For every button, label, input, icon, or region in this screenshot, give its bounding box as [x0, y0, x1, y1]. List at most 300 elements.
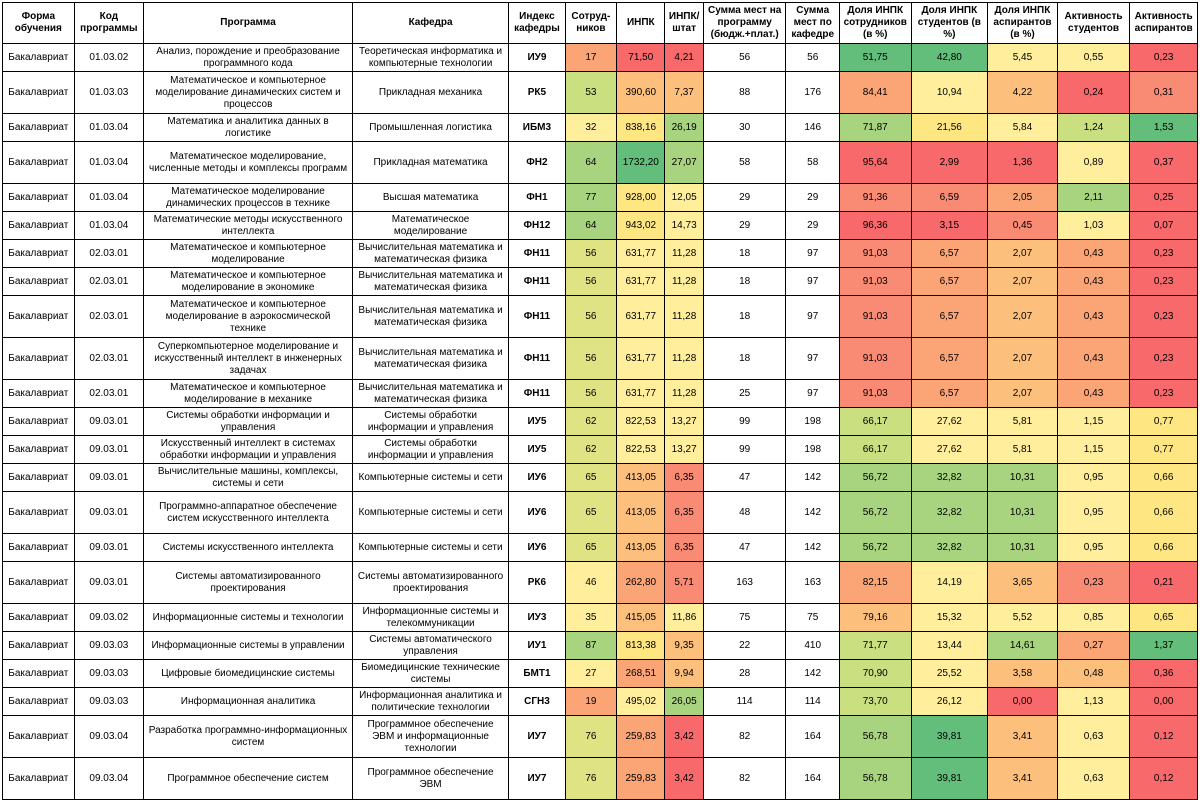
table-cell: 0,89	[1057, 142, 1130, 184]
table-cell: РК5	[509, 72, 565, 114]
table-cell: 27,62	[911, 408, 988, 436]
table-cell: 2,07	[988, 380, 1058, 408]
table-cell: 0,95	[1057, 534, 1130, 562]
table-cell: Вычислительная математика и математическая физика	[352, 296, 508, 338]
table-cell: 09.03.01	[74, 492, 144, 534]
table-cell: ФН11	[509, 338, 565, 380]
table-cell: 0,24	[1057, 72, 1130, 114]
table-row	[3, 114, 1198, 142]
table-cell: 88	[703, 72, 786, 114]
table-cell: 11,28	[665, 338, 703, 380]
table-cell: ФН11	[509, 240, 565, 268]
table-cell: Бакалавриат	[3, 688, 75, 716]
table-cell: 0,43	[1057, 338, 1130, 380]
table-cell: Искусственный интеллект в системах обработки информации и управления	[144, 436, 353, 464]
table-cell: 631,77	[617, 338, 665, 380]
table-cell: 11,28	[665, 296, 703, 338]
table-cell: 51,75	[839, 44, 911, 72]
table-cell: 5,84	[988, 114, 1058, 142]
table-cell: 29	[703, 184, 786, 212]
table-cell: Системы автоматического управления	[352, 632, 508, 660]
table-cell: 47	[703, 464, 786, 492]
table-cell: Бакалавриат	[3, 296, 75, 338]
table-cell: 53	[565, 72, 616, 114]
table-cell: 163	[786, 562, 839, 604]
table-cell: 146	[786, 114, 839, 142]
table-cell: Прикладная математика	[352, 142, 508, 184]
table-cell: 58	[786, 142, 839, 184]
table-cell: 91,03	[839, 296, 911, 338]
table-cell: 0,66	[1130, 464, 1198, 492]
table-cell: 0,77	[1130, 408, 1198, 436]
table-cell: ИУ3	[509, 604, 565, 632]
table-cell: 413,05	[617, 534, 665, 562]
table-cell: 1,13	[1057, 688, 1130, 716]
table-cell: Бакалавриат	[3, 716, 75, 758]
header-cell: Код программы	[74, 3, 144, 44]
table-row	[3, 534, 1198, 562]
table-cell: 56	[565, 338, 616, 380]
table-cell: Прикладная механика	[352, 72, 508, 114]
table-cell: 2,99	[911, 142, 988, 184]
table-cell: Системы обработки информации и управления	[144, 408, 353, 436]
table-cell: 27	[565, 660, 616, 688]
table-cell: 5,71	[665, 562, 703, 604]
table-cell: ФН2	[509, 142, 565, 184]
table-cell: 259,83	[617, 716, 665, 758]
table-cell: Программное обеспечение ЭВМ и информационные технологии	[352, 716, 508, 758]
table-cell: Бакалавриат	[3, 604, 75, 632]
table-cell: 11,28	[665, 268, 703, 296]
table-cell: Математическое и компьютерное моделирование динамических систем и процессов	[144, 72, 353, 114]
table-cell: 0,95	[1057, 464, 1130, 492]
table-cell: 13,27	[665, 436, 703, 464]
table-cell: Системы автоматизированного проектирования	[352, 562, 508, 604]
table-cell: 1732,20	[617, 142, 665, 184]
table-cell: 0,37	[1130, 142, 1198, 184]
table-cell: 3,15	[911, 212, 988, 240]
table-cell: 0,36	[1130, 660, 1198, 688]
table-cell: 6,35	[665, 534, 703, 562]
table-cell: ИУ1	[509, 632, 565, 660]
table-cell: ФН11	[509, 296, 565, 338]
table-cell: 91,03	[839, 240, 911, 268]
table-cell: 14,19	[911, 562, 988, 604]
table-cell: Бакалавриат	[3, 240, 75, 268]
table-cell: Разработка программно-информационных систем	[144, 716, 353, 758]
table-cell: ИУ5	[509, 436, 565, 464]
table-cell: 813,38	[617, 632, 665, 660]
table-cell: 6,57	[911, 268, 988, 296]
table-row	[3, 296, 1198, 338]
table-cell: 1,15	[1057, 408, 1130, 436]
table-cell: 1,37	[1130, 632, 1198, 660]
table-row	[3, 408, 1198, 436]
table-cell: ФН11	[509, 268, 565, 296]
table-cell: 1,24	[1057, 114, 1130, 142]
table-cell: 01.03.03	[74, 72, 144, 114]
table-cell: 28	[703, 660, 786, 688]
header-row	[3, 3, 1198, 44]
table-cell: 19	[565, 688, 616, 716]
table-cell: БМТ1	[509, 660, 565, 688]
table-cell: 39,81	[911, 758, 988, 800]
table-cell: 268,51	[617, 660, 665, 688]
table-cell: 631,77	[617, 380, 665, 408]
table-cell: Математическое моделирование, численные методы и комплексы программ	[144, 142, 353, 184]
data-table	[2, 2, 1198, 800]
table-cell: 56,78	[839, 758, 911, 800]
table-cell: 198	[786, 408, 839, 436]
table-cell: 21,56	[911, 114, 988, 142]
table-cell: 2,07	[988, 268, 1058, 296]
table-cell: 6,57	[911, 296, 988, 338]
table-cell: 62	[565, 408, 616, 436]
table-row	[3, 660, 1198, 688]
table-cell: 0,95	[1057, 492, 1130, 534]
table-cell: 01.03.04	[74, 212, 144, 240]
table-cell: 17	[565, 44, 616, 72]
table-cell: 3,41	[988, 716, 1058, 758]
table-cell: 09.03.03	[74, 632, 144, 660]
table-cell: 64	[565, 142, 616, 184]
table-cell: 5,52	[988, 604, 1058, 632]
table-row	[3, 716, 1198, 758]
table-cell: ИУ6	[509, 464, 565, 492]
table-cell: 410	[786, 632, 839, 660]
table-cell: 27,62	[911, 436, 988, 464]
table-cell: 71,77	[839, 632, 911, 660]
table-cell: 0,43	[1057, 240, 1130, 268]
table-cell: 10,31	[988, 534, 1058, 562]
table-cell: 70,90	[839, 660, 911, 688]
table-cell: Математические методы искусственного интеллекта	[144, 212, 353, 240]
header-cell: Программа	[144, 3, 353, 44]
table-cell: ИУ7	[509, 758, 565, 800]
table-cell: 82,15	[839, 562, 911, 604]
table-cell: 32,82	[911, 534, 988, 562]
table-cell: 97	[786, 268, 839, 296]
table-cell: 09.03.01	[74, 408, 144, 436]
table-cell: Компьютерные системы и сети	[352, 534, 508, 562]
table-cell: 10,94	[911, 72, 988, 114]
table-cell: 0,23	[1130, 296, 1198, 338]
table-cell: 0,48	[1057, 660, 1130, 688]
table-cell: Вычислительная математика и математическая физика	[352, 338, 508, 380]
table-cell: 0,85	[1057, 604, 1130, 632]
table-cell: 09.03.03	[74, 660, 144, 688]
table-cell: 25,52	[911, 660, 988, 688]
table-cell: 01.03.04	[74, 142, 144, 184]
table-cell: Информационная аналитика и политические технологии	[352, 688, 508, 716]
table-cell: 65	[565, 534, 616, 562]
table-cell: Бакалавриат	[3, 534, 75, 562]
table-cell: 01.03.04	[74, 114, 144, 142]
table-cell: Компьютерные системы и сети	[352, 464, 508, 492]
table-cell: 58	[703, 142, 786, 184]
table-cell: 95,64	[839, 142, 911, 184]
table-cell: Промышленная логистика	[352, 114, 508, 142]
table-cell: 15,32	[911, 604, 988, 632]
table-cell: Бакалавриат	[3, 380, 75, 408]
table-cell: 18	[703, 240, 786, 268]
table-cell: 0,66	[1130, 492, 1198, 534]
header-cell: ИНПК	[617, 3, 665, 44]
table-cell: 0,23	[1057, 562, 1130, 604]
table-cell: 09.03.03	[74, 688, 144, 716]
table-cell: 2,07	[988, 338, 1058, 380]
table-cell: Бакалавриат	[3, 758, 75, 800]
table-cell: 0,43	[1057, 296, 1130, 338]
table-cell: 262,80	[617, 562, 665, 604]
table-cell: Вычислительные машины, комплексы, системы и сети	[144, 464, 353, 492]
header-cell: Форма обучения	[3, 3, 75, 44]
table-cell: 13,44	[911, 632, 988, 660]
table-cell: 0,12	[1130, 716, 1198, 758]
table-cell: 3,58	[988, 660, 1058, 688]
table-cell: Бакалавриат	[3, 142, 75, 184]
table-cell: Математическое и компьютерное моделирование	[144, 240, 353, 268]
table-row	[3, 268, 1198, 296]
table-cell: 3,41	[988, 758, 1058, 800]
header-cell: ИНПК/ штат	[665, 3, 703, 44]
header-cell: Активность студентов	[1057, 3, 1130, 44]
table-cell: 32	[565, 114, 616, 142]
table-cell: 3,65	[988, 562, 1058, 604]
table-cell: 0,12	[1130, 758, 1198, 800]
table-cell: 7,37	[665, 72, 703, 114]
table-cell: Математическое и компьютерное моделирование в экономике	[144, 268, 353, 296]
table-cell: 56,72	[839, 492, 911, 534]
table-cell: 4,22	[988, 72, 1058, 114]
table-cell: Программно-аппаратное обеспечение систем искусственного интеллекта	[144, 492, 353, 534]
table-row	[3, 604, 1198, 632]
table-cell: 0,07	[1130, 212, 1198, 240]
table-cell: Бакалавриат	[3, 660, 75, 688]
table-cell: Биомедицинские технические системы	[352, 660, 508, 688]
header-cell: Индекс кафедры	[509, 3, 565, 44]
table-cell: 164	[786, 716, 839, 758]
table-cell: 01.03.02	[74, 44, 144, 72]
table-row	[3, 380, 1198, 408]
table-cell: 6,35	[665, 492, 703, 534]
table-cell: 09.03.02	[74, 604, 144, 632]
table-cell: 77	[565, 184, 616, 212]
table-cell: Вычислительная математика и математическая физика	[352, 380, 508, 408]
table-cell: Математическое и компьютерное моделирование в аэрокосмической технике	[144, 296, 353, 338]
table-cell: Бакалавриат	[3, 632, 75, 660]
table-cell: Бакалавриат	[3, 72, 75, 114]
table-cell: 114	[786, 688, 839, 716]
table-cell: 42,80	[911, 44, 988, 72]
table-cell: 97	[786, 296, 839, 338]
table-row	[3, 758, 1198, 800]
table-cell: 1,36	[988, 142, 1058, 184]
table-cell: 631,77	[617, 240, 665, 268]
table-cell: Бакалавриат	[3, 436, 75, 464]
table-cell: 3,42	[665, 758, 703, 800]
table-cell: 0,23	[1130, 44, 1198, 72]
table-cell: Бакалавриат	[3, 212, 75, 240]
table-cell: 66,17	[839, 408, 911, 436]
table-cell: 02.03.01	[74, 268, 144, 296]
table-cell: 48	[703, 492, 786, 534]
table-cell: 5,81	[988, 408, 1058, 436]
table-cell: Программное обеспечение ЭВМ	[352, 758, 508, 800]
table-cell: Информационные системы и технологии	[144, 604, 353, 632]
table-cell: 2,07	[988, 240, 1058, 268]
table-cell: 0,43	[1057, 268, 1130, 296]
table-cell: 87	[565, 632, 616, 660]
table-cell: Математическое моделирование	[352, 212, 508, 240]
table-cell: 4,21	[665, 44, 703, 72]
table-cell: 0,63	[1057, 716, 1130, 758]
table-cell: 18	[703, 338, 786, 380]
table-cell: 0,23	[1130, 240, 1198, 268]
table-row	[3, 184, 1198, 212]
table-cell: 26,12	[911, 688, 988, 716]
table-cell: 198	[786, 436, 839, 464]
table-cell: 71,50	[617, 44, 665, 72]
table-cell: 01.03.04	[74, 184, 144, 212]
table-row	[3, 464, 1198, 492]
header-cell: Доля ИНПК аспирантов (в %)	[988, 3, 1058, 44]
table-cell: 0,63	[1057, 758, 1130, 800]
table-cell: 5,45	[988, 44, 1058, 72]
table-cell: 11,28	[665, 240, 703, 268]
table-cell: 822,53	[617, 436, 665, 464]
table-cell: 30	[703, 114, 786, 142]
header-cell: Сумма мест по кафедре	[786, 3, 839, 44]
table-cell: 65	[565, 464, 616, 492]
table-cell: 91,03	[839, 268, 911, 296]
table-cell: 22	[703, 632, 786, 660]
table-cell: 62	[565, 436, 616, 464]
table-cell: 0,23	[1130, 380, 1198, 408]
table-cell: 99	[703, 408, 786, 436]
table-cell: 65	[565, 492, 616, 534]
table-cell: ИУ9	[509, 44, 565, 72]
table-cell: 413,05	[617, 464, 665, 492]
table-cell: ИУ7	[509, 716, 565, 758]
table-cell: 928,00	[617, 184, 665, 212]
table-cell: Высшая математика	[352, 184, 508, 212]
table-cell: 1,53	[1130, 114, 1198, 142]
table-row	[3, 240, 1198, 268]
table-cell: 09.03.01	[74, 534, 144, 562]
table-cell: Системы обработки информации и управления	[352, 408, 508, 436]
table-cell: Программное обеспечение систем	[144, 758, 353, 800]
table-cell: Бакалавриат	[3, 562, 75, 604]
table-cell: 64	[565, 212, 616, 240]
table-cell: Информационные системы и телекоммуникации	[352, 604, 508, 632]
table-cell: 91,36	[839, 184, 911, 212]
table-cell: Системы обработки информации и управления	[352, 436, 508, 464]
table-cell: 11,86	[665, 604, 703, 632]
table-cell: 97	[786, 240, 839, 268]
table-cell: 02.03.01	[74, 338, 144, 380]
table-cell: 76	[565, 716, 616, 758]
table-cell: 14,61	[988, 632, 1058, 660]
table-cell: 0,23	[1130, 268, 1198, 296]
table-cell: Математика и аналитика данных в логистике	[144, 114, 353, 142]
table-cell: 822,53	[617, 408, 665, 436]
table-cell: 2,07	[988, 296, 1058, 338]
table-cell: 413,05	[617, 492, 665, 534]
table-cell: Суперкомпьютерное моделирование и искусственный интеллект в инженерных задачах	[144, 338, 353, 380]
table-cell: Бакалавриат	[3, 268, 75, 296]
table-cell: 0,31	[1130, 72, 1198, 114]
table-row	[3, 436, 1198, 464]
table-cell: ИУ6	[509, 492, 565, 534]
table-cell: 631,77	[617, 268, 665, 296]
table-cell: Бакалавриат	[3, 184, 75, 212]
table-cell: 09.03.01	[74, 562, 144, 604]
table-cell: 6,57	[911, 380, 988, 408]
table-cell: 91,03	[839, 380, 911, 408]
table-cell: 76	[565, 758, 616, 800]
table-cell: Вычислительная математика и математическая физика	[352, 240, 508, 268]
table-cell: Математическое моделирование динамических процессов в технике	[144, 184, 353, 212]
table-row	[3, 44, 1198, 72]
table-row	[3, 142, 1198, 184]
table-cell: 97	[786, 338, 839, 380]
table-cell: 91,03	[839, 338, 911, 380]
table-cell: 6,57	[911, 338, 988, 380]
table-cell: 27,07	[665, 142, 703, 184]
table-cell: Математическое и компьютерное моделирование в механике	[144, 380, 353, 408]
table-cell: 2,05	[988, 184, 1058, 212]
header-cell: Сумма мест на программу (бюдж.+плат.)	[703, 3, 786, 44]
table-cell: 09.03.04	[74, 716, 144, 758]
table-cell: СГН3	[509, 688, 565, 716]
table-cell: 163	[703, 562, 786, 604]
table-cell: 26,05	[665, 688, 703, 716]
table-cell: 39,81	[911, 716, 988, 758]
table-cell: 82	[703, 758, 786, 800]
table-cell: 56	[565, 268, 616, 296]
table-cell: 26,19	[665, 114, 703, 142]
table-cell: 0,77	[1130, 436, 1198, 464]
table-cell: Компьютерные системы и сети	[352, 492, 508, 534]
header-cell: Кафедра	[352, 3, 508, 44]
table-cell: 75	[703, 604, 786, 632]
table-cell: Бакалавриат	[3, 464, 75, 492]
table-cell: ИБМ3	[509, 114, 565, 142]
table-cell: 6,59	[911, 184, 988, 212]
table-cell: 12,05	[665, 184, 703, 212]
table-cell: 142	[786, 464, 839, 492]
table-cell: 97	[786, 380, 839, 408]
header-cell: Активность аспирантов	[1130, 3, 1198, 44]
table-cell: 164	[786, 758, 839, 800]
table-cell: 142	[786, 660, 839, 688]
table-cell: 02.03.01	[74, 240, 144, 268]
table-cell: 35	[565, 604, 616, 632]
table-cell: 390,60	[617, 72, 665, 114]
table-row	[3, 632, 1198, 660]
table-cell: ФН12	[509, 212, 565, 240]
table-body	[3, 44, 1198, 800]
table-cell: Бакалавриат	[3, 114, 75, 142]
table-cell: 02.03.01	[74, 296, 144, 338]
table-row	[3, 688, 1198, 716]
table-cell: 176	[786, 72, 839, 114]
table-cell: 84,41	[839, 72, 911, 114]
table-cell: 0,21	[1130, 562, 1198, 604]
table-cell: ИУ5	[509, 408, 565, 436]
table-cell: 9,35	[665, 632, 703, 660]
